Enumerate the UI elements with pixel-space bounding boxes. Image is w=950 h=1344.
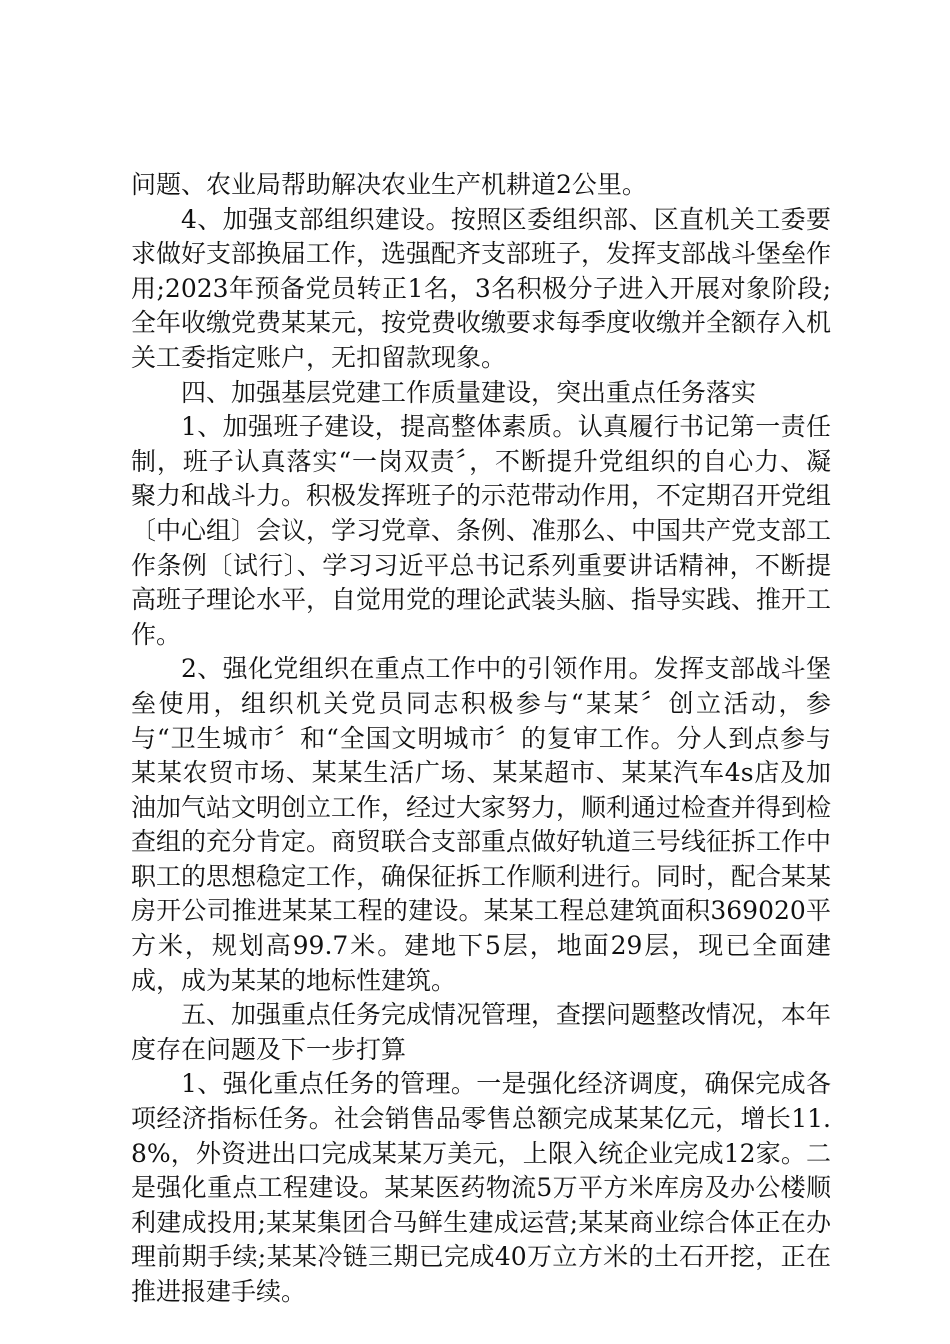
paragraph-branch-organization: 4、加强支部组织建设。按照区委组织部、区直机关工委要求做好支部换届工作，选强配齐支部班子，发挥支部战斗堡垒作用;2023年预备党员转正1名，3名积极分子进入开展对象阶段;全年收缴党费某某元，按党费收缴要求每季度收缴并全额存入机关工委指定账户，无扣留款现象。: [131, 204, 832, 372]
document-body: [131, 168, 831, 1310]
section-heading-five: 五、加强重点任务完成情况管理，查摆问题整改情况，本年度存在问题及下一步打算: [131, 1000, 832, 1064]
paragraph-team-building: 1、加强班子建设，提高整体素质。认真履行书记第一责任制，班子认真落实“一岗双责〞，不断提升党组织的自心力、凝聚力和战斗力。积极发挥班子的示范带动作用，不定期召开党组〔中心组〕会议，学习党章、条例、准那么、中国共产党支部工作条例〔试行〕、学习习近平总书记系列重要讲话精神，不断提高班子理论水平，自觉用党的理论武装头脑、指导实践、推开工作。: [131, 412, 832, 649]
section-heading-four: 四、加强基层党建工作质量建设，突出重点任务落实: [181, 377, 757, 407]
paragraph-key-tasks-management: 1、强化重点任务的管理。一是强化经济调度，确保完成各项经济指标任务。社会销售品零售总额完成某某亿元，增长11.8%，外资进出口完成某某万美元，上限入统企业完成12家。二是强化重点工程建设。某某医药物流5万平方米库房及办公楼顺利建成投用;某某集团合马鲜生建成运营;某某商业综合体正在办理前期手续;某某冷链三期已完成40万立方米的土石开挖，正在推进报建手续。: [131, 1069, 831, 1306]
paragraph-continuation: 问题、农业局帮助解决农业生产机耕道2公里。: [131, 170, 647, 199]
paragraph-key-work-leadership: 2、强化党组织在重点工作中的引领作用。发挥支部战斗堡垒使用，组织机关党员同志积极参与“某某〞创立活动，参与“卫生城市〞和“全国文明城市〞的复审工作。分人到点参与某某农贸市场、某某生活广场、某某超市、某某汽车4s店及加油加气站文明创立工作，经过大家努力，顺利通过检查并得到检查组的充分肯定。商贸联合支部重点做好轨道三号线征拆工作中职工的思想稳定工作，确保征拆工作顺利进行。同时，配合某某房开公司推进某某工程的建设。某某工程总建筑面积369020平方米，规划高99.7米。建地下5层，地面29层，现已全面建成，成为某某的地标性建筑。: [131, 654, 832, 995]
